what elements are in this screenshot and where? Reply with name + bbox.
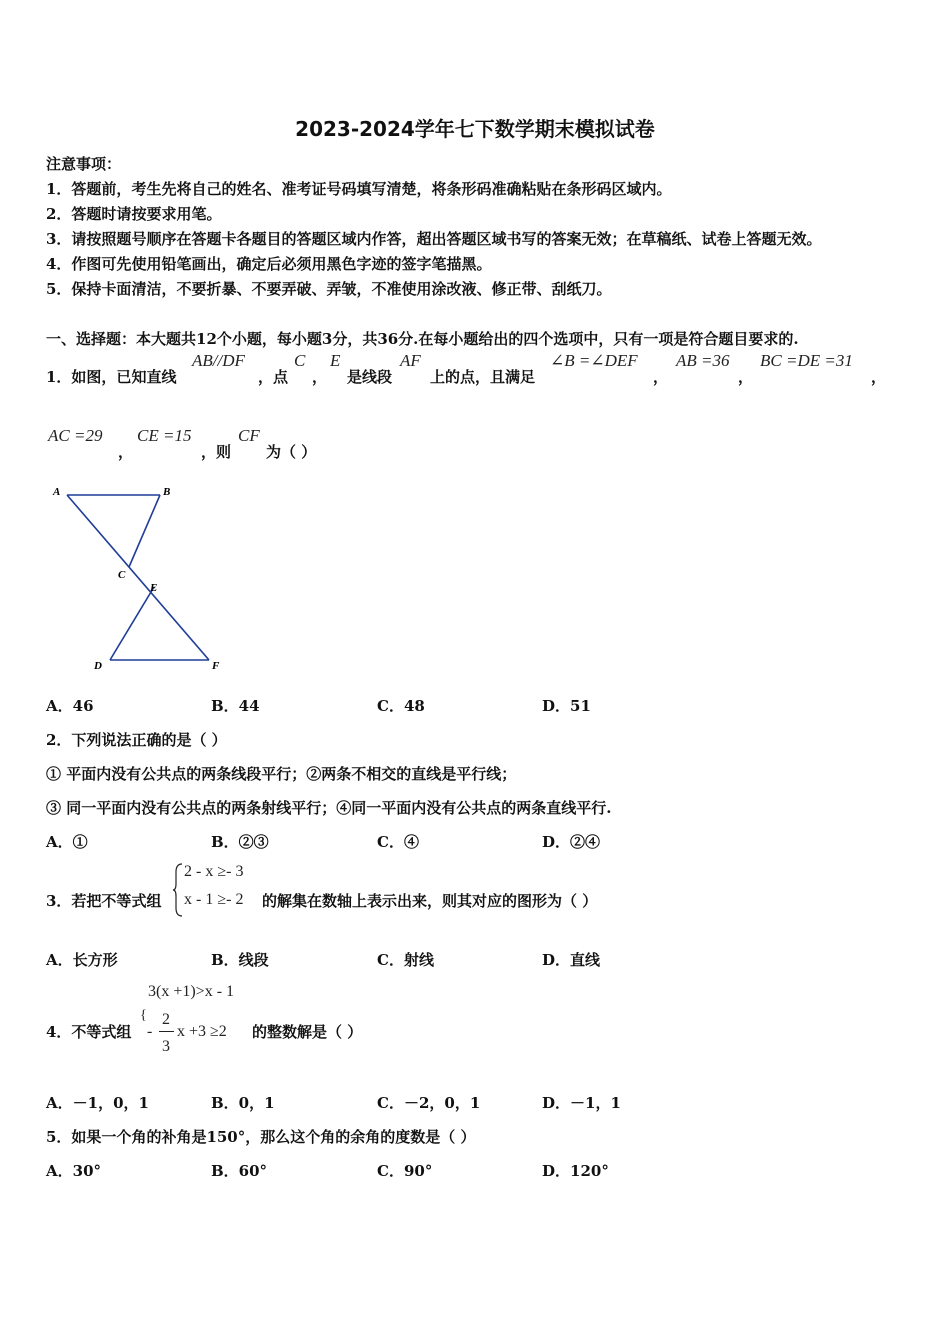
q2-option-d[interactable]: D．②④ [542, 833, 601, 851]
notice-item: 4．作图可先使用铅笔画出，确定后必须用黑色字迹的签字笔描黑。 [46, 255, 492, 273]
q3-text: 3．若把不等式组 [46, 892, 162, 910]
section-heading: 一、选择题：本大题共12个小题，每小题3分，共36分.在每小题给出的四个选项中，只有一项是符合题目要求的. [46, 330, 799, 348]
q4-inequality-2: x +3 ≥2 [177, 1023, 227, 1040]
q1-text: 为（ ） [266, 443, 317, 461]
q1-figure [44, 480, 244, 675]
q1-math: AF [400, 351, 421, 370]
q2-option-a[interactable]: A．① [46, 833, 88, 851]
q3-inequality-1: 2 - x ≥- 3 [184, 863, 244, 880]
q1-math: BC =DE =31 [760, 351, 853, 370]
q1-math: AB//DF [192, 351, 245, 370]
point-label-d: D [94, 660, 102, 672]
point-label-a: A [53, 486, 61, 498]
q1-math: CF [238, 426, 260, 445]
segment-ed [110, 587, 154, 660]
q4-inequality-1: 3(x +1)>x - 1 [148, 983, 235, 1000]
q2-statement: ③ 同一平面内没有公共点的两条射线平行；④同一平面内没有公共点的两条直线平行. [46, 799, 612, 817]
q1-text: ， [312, 368, 328, 386]
point-label-c: C [118, 569, 126, 581]
q3-option-c[interactable]: C．射线 [377, 951, 434, 969]
segment-bc [129, 495, 160, 567]
q5-option-a[interactable]: A．30° [46, 1162, 102, 1180]
q2-option-c[interactable]: C．④ [377, 833, 419, 851]
q4-text: 的整数解是（ ） [252, 1023, 363, 1041]
notice-item: 2．答题时请按要求用笔。 [46, 205, 222, 223]
q3-brace [172, 862, 184, 918]
q1-math: AB =36 [676, 351, 730, 370]
q1-text: ， [871, 368, 887, 386]
q4-option-a[interactable]: A．－1，0，1 [46, 1094, 149, 1112]
q1-text: ，则 [201, 443, 232, 461]
q1-math: C [294, 351, 306, 370]
point-label-f: F [212, 660, 220, 672]
q5-stem: 5．如果一个角的补角是150°，那么这个角的余角的度数是（ ） [46, 1128, 476, 1146]
q3-option-d[interactable]: D．直线 [542, 951, 601, 969]
q1-option-b[interactable]: B．44 [211, 697, 260, 715]
notice-item: 3．请按照题号顺序在答题卡各题目的答题区域内作答，超出答题区域书写的答案无效；在草稿纸、试卷上答题无效。 [46, 230, 822, 248]
q3-text: 的解集在数轴上表示出来，则其对应的图形为（ ） [262, 892, 598, 910]
notice-item: 5．保持卡面清洁，不要折暴、不要弄破、弄皱，不准使用涂改液、修正带、刮纸刀。 [46, 280, 612, 298]
q2-stem: 2．下列说法正确的是（ ） [46, 731, 227, 749]
q1-text: ， [653, 368, 669, 386]
notice-item: 1．答题前，考生先将自己的姓名、准考证号码填写清楚，将条形码准确粘贴在条形码区域内。 [46, 180, 672, 198]
q4-minus: - [147, 1023, 153, 1040]
q1-math: ∠B =∠DEF [550, 351, 638, 370]
q1-option-c[interactable]: C．48 [377, 697, 425, 715]
q1-option-a[interactable]: A．46 [46, 697, 94, 715]
q1-text: ， [118, 443, 134, 461]
q1-math: AC =29 [48, 426, 103, 445]
q4-option-d[interactable]: D．－1，1 [542, 1094, 621, 1112]
q1-text: ，点 [258, 368, 289, 386]
q1-math: CE =15 [137, 426, 192, 445]
point-label-b: B [163, 486, 171, 498]
q5-option-c[interactable]: C．90° [377, 1162, 433, 1180]
q4-fraction-denominator: 3 [162, 1038, 170, 1055]
q1-text: 上的点，且满足 [430, 368, 536, 386]
q1-text: 1．如图，已知直线 [46, 368, 177, 386]
q2-statement: ① 平面内没有公共点的两条线段平行；②两条不相交的直线是平行线； [46, 765, 517, 783]
q1-option-d[interactable]: D．51 [542, 697, 591, 715]
notice-heading: 注意事项： [46, 155, 122, 173]
q2-option-b[interactable]: B．②③ [211, 833, 269, 851]
q4-option-b[interactable]: B．0，1 [211, 1094, 275, 1112]
q3-option-b[interactable]: B．线段 [211, 951, 269, 969]
page-title: 2023-2024学年七下数学期末模拟试卷 [295, 117, 655, 141]
q1-text: 是线段 [347, 368, 393, 386]
q4-brace: { [140, 1008, 147, 1023]
q4-fraction-numerator: 2 [162, 1011, 170, 1028]
q3-inequality-2: x - 1 ≥- 2 [184, 891, 244, 908]
q5-option-d[interactable]: D．120° [542, 1162, 609, 1180]
q4-option-c[interactable]: C．－2，0，1 [377, 1094, 481, 1112]
q1-math: E [330, 351, 341, 370]
segment-af [67, 495, 209, 660]
q3-option-a[interactable]: A．长方形 [46, 951, 118, 969]
point-label-e: E [150, 582, 158, 594]
q5-option-b[interactable]: B．60° [211, 1162, 268, 1180]
q4-fraction-bar [159, 1031, 174, 1032]
q4-text: 4．不等式组 [46, 1023, 132, 1041]
q1-text: ， [738, 368, 754, 386]
